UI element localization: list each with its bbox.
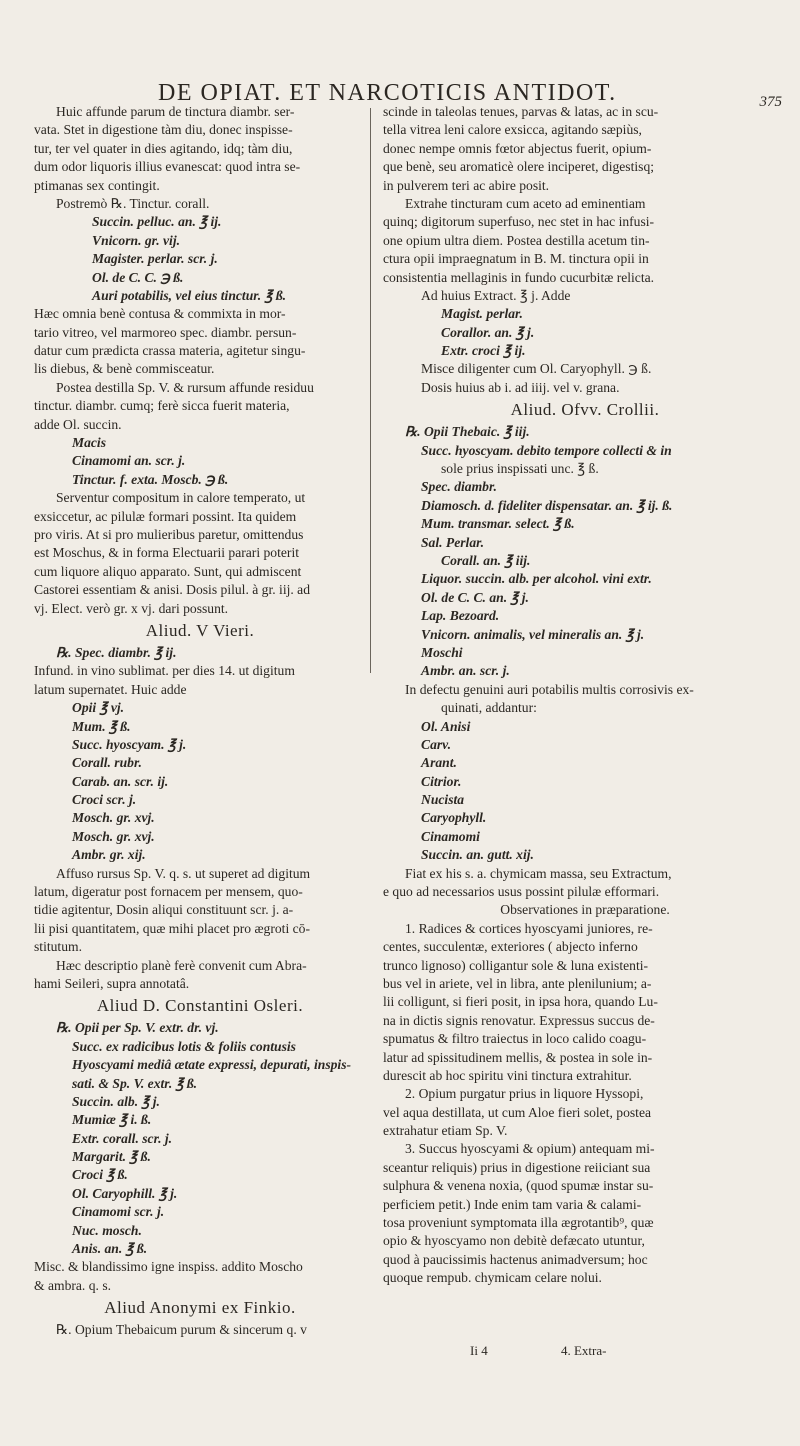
left-text-line: ℞. Spec. diambr. ℥ ij. (56, 644, 177, 660)
left-text-line: Anis. an. ℥ ß. (72, 1241, 148, 1257)
right-text-line: Corall. an. ℥ iij. (441, 552, 531, 568)
right-text-line: 1. Radices & cortices hyoscyami juniores, re- (405, 920, 653, 936)
left-text-line: & ambra. q. s. (34, 1277, 112, 1293)
right-text-line: Succ. hyoscyam. debito tempore collecti & in (421, 442, 672, 458)
left-text-line: Hæc descriptio planè ferè convenit cum Abra- (56, 957, 307, 973)
right-text-line: Arant. (421, 755, 457, 771)
left-text-line: Margarit. ℥ ß. (72, 1149, 151, 1165)
right-text-line: Lap. Bezoard. (421, 608, 500, 624)
right-text-line: consistentia mellaginis in fundo cucurbitæ relicta. (383, 269, 655, 285)
page-number: 375 (759, 94, 782, 110)
left-text-line: pro viris. At si pro mulieribus paretur, omittendus (34, 526, 304, 542)
right-text-line: Carv. (421, 736, 452, 752)
right-text-line: Ol. Anisi (421, 718, 471, 734)
right-text-line: quoque rempub. chymicam celare nolui. (383, 1270, 602, 1286)
left-text-line: Aliud D. Constantini Osleri. (96, 996, 304, 1016)
left-text-line: Hyoscyami mediâ ætate expressi, depurati, inspis- (72, 1057, 352, 1073)
left-text-line: datur cum prædicta crassa materia, agitetur singu- (34, 343, 306, 359)
left-text-line: ℞. Opium Thebaicum purum & sincerum q. v (56, 1322, 307, 1338)
right-text-line: Vnicorn. animalis, vel mineralis an. ℥ j. (421, 626, 645, 642)
left-text-line: Affuso rursus Sp. V. q. s. ut superet ad digitum (56, 865, 311, 881)
right-text-line: tosa proveniunt symptomata illa ægrotantib⁹, quæ (383, 1215, 654, 1231)
left-text-line: ℞. Opii per Sp. V. extr. dr. vj. (56, 1020, 219, 1036)
right-text-line: latur ad spissitudinem mellis, & postea in sole in- (383, 1049, 653, 1065)
left-text-line: vj. Elect. verò gr. x vj. dari possunt. (34, 600, 229, 616)
column-divider (370, 108, 371, 673)
left-text-line: Mosch. gr. xvj. (72, 828, 155, 844)
right-text-line: Extr. croci ℥ ij. (441, 343, 526, 359)
right-text-line: sulphura & venena noxia, (quod spumæ instar su- (383, 1178, 654, 1194)
left-text-line: hami Seileri, supra annotatâ. (34, 975, 190, 991)
right-text-line: Corallor. an. ℥ j. (441, 324, 535, 340)
right-text-line: Cinamomi (421, 828, 480, 844)
left-text-line: Macis (72, 435, 106, 451)
left-text-line: Cinamomi scr. j. (72, 1204, 165, 1220)
right-text-line: Liquor. succin. alb. per alcohol. vini extr. (421, 571, 652, 587)
right-text-line: Nucista (421, 792, 465, 808)
right-text-line: extrahatur etiam Sp. V. (383, 1123, 508, 1139)
left-text-line: est Moschus, & in forma Electuarii parari poterit (34, 545, 299, 561)
right-text-line: In defectu genuini auri potabilis multis corrosivis ex- (405, 681, 694, 697)
left-text-line: Extr. corall. scr. j. (72, 1130, 173, 1146)
right-text-line: donec nempe omnis fœtor abjectus fuerit, opium- (383, 140, 652, 156)
right-text-line: Mum. transmar. select. ℥ ß. (421, 516, 575, 532)
left-text-line: latum supernatet. Huic adde (34, 681, 187, 697)
left-text-line: Succin. pelluc. an. ℥ ij. (92, 214, 222, 230)
right-text-line: Diamosch. d. fideliter dispensatar. an. ℥ ij. ß. (421, 497, 673, 513)
left-text-line: Opii ℥ vj. (72, 700, 125, 716)
right-text-line: Sal. Perlar. (421, 534, 485, 550)
left-text-line: Postremò ℞. Tinctur. corall. (56, 195, 210, 211)
left-text-line: Tinctur. f. exta. Moscb. ℈ ß. (72, 471, 229, 487)
left-text-line: sati. & Sp. V. extr. ℥ ß. (72, 1075, 198, 1091)
left-text-line: Huic affunde parum de tinctura diambr. ser- (56, 104, 295, 119)
right-text-line: Aliud. Ofvv. Crollii. (510, 400, 660, 420)
right-text-line: in pulverem teri ac abire posit. (383, 177, 550, 193)
right-text-line: Observationes in præparatione. (500, 902, 670, 918)
right-text-line: Moschi (421, 644, 463, 660)
left-text-line: Infund. in vino sublimat. per dies 14. ut digitum (34, 663, 295, 679)
right-text-line: vel aqua destillata, ut cum Aloe fieri solet, postea (383, 1104, 652, 1120)
right-text-line: bus vel in ariete, vel in libra, ante plenilunium; a- (383, 975, 652, 991)
right-text-line: durescit ab hoc spiritu vini tinctura extrahitur. (383, 1067, 632, 1083)
right-text-line: 2. Opium purgatur prius in liquore Hyssopi, (405, 1086, 644, 1102)
right-text-line: Spec. diambr. (421, 479, 497, 495)
left-text-line: Mum. ℥ ß. (72, 718, 131, 734)
left-text-line: Corall. rubr. (72, 755, 142, 771)
right-text-line: perficiem petit.) Inde enim tam varia & calami- (383, 1196, 642, 1212)
right-text-line: lii colligunt, si fieri posit, in ipsa hora, quando Lu- (383, 994, 658, 1010)
left-text-line: adde Ol. succin. (34, 416, 122, 432)
left-text-line: Ambr. gr. xij. (72, 847, 146, 863)
left-text-line: Auri potabilis, vel eius tinctur. ℥ ß. (92, 287, 287, 303)
right-text-line: sceantur reliquis) prius in digestione reiiciant sua (383, 1159, 651, 1175)
right-text-line: quinati, addantur: (441, 700, 537, 716)
right-text-line: Ol. de C. C. an. ℥ j. (421, 589, 529, 605)
right-text-line: one opium ultra diem. Postea destilla acetum tin- (383, 232, 650, 248)
right-text-line: quod à paucissimis hactenus animadversum; hoc (383, 1251, 648, 1267)
right-text-line: e quo ad necessarios usus possint pilulæ efformari. (383, 884, 660, 900)
right-text-line: centes, succulentæ, exteriores ( abjecto inferno (383, 939, 638, 955)
right-text-line: sole prius inspissati unc. ℥ ß. (441, 461, 599, 477)
left-text-line: Castorei essentiam & anisi. Dosis pilul. à gr. iij. ad (34, 582, 310, 598)
page-footer (470, 1343, 676, 1359)
left-text-line: Ol. Caryophill. ℥ j. (72, 1185, 178, 1201)
running-title: DE OPIAT. ET NARCOTICIS ANTIDOT. (158, 80, 617, 106)
left-text-line: tinctur. diambr. cumq; ferè sicca fuerit materia, (34, 398, 290, 414)
right-text-line: Ad huius Extract. ℥ j. Adde (421, 287, 571, 303)
left-text-line: tidie agitentur, Dosin aliqui constituunt scr. j. a- (34, 902, 294, 918)
right-text-line: que benè, seu aromaticè olere inciperet, digestisq; (383, 159, 655, 175)
left-text-line: Succin. alb. ℥ j. (72, 1093, 160, 1109)
left-text-line: tur, ter vel quater in dies agitando, idq; tàm diu, (34, 140, 293, 156)
left-text-line: latum, digeratur post fornacem per mensem, quo- (34, 884, 303, 900)
right-text-line: Misce diligenter cum Ol. Caryophyll. ℈ ß. (421, 361, 652, 377)
left-text-line: ptimanas sex contingit. (34, 177, 160, 193)
signature-mark: Ii 4 (470, 1343, 488, 1358)
right-text-line: Extrahe tincturam cum aceto ad eminentiam (405, 195, 646, 211)
left-text-line: Postea destilla Sp. V. & rursum affunde residuu (56, 379, 314, 395)
left-text-line: vata. Stet in digestione tàm diu, donec inspisse- (34, 122, 293, 138)
left-text-line: Croci ℥ ß. (72, 1167, 128, 1183)
left-text-line: Carab. an. scr. ij. (72, 773, 169, 789)
left-text-line: lii pisi quantitatem, quæ mihi placet pro ægroti cō- (34, 920, 310, 936)
left-text-line: Nuc. mosch. (72, 1222, 142, 1238)
left-column (34, 103, 366, 1358)
catchword: 4. Extra- (560, 1343, 607, 1358)
left-text-line: Mumiæ ℥ i. ß. (72, 1112, 152, 1128)
left-text-line: Aliud Anonymi ex Finkio. (104, 1298, 296, 1318)
left-text-line: Misc. & blandissimo igne inspiss. addito Moscho (34, 1259, 303, 1275)
right-text-line: Magist. perlar. (441, 306, 523, 322)
left-text-line: exsiccetur, ac pilulæ formari possint. Ita quidem (34, 508, 297, 524)
right-text-line: scinde in taleolas tenues, parvas & latas, ac in scu- (383, 104, 659, 119)
left-text-line: lis diebus, & benè commisceatur. (34, 361, 215, 377)
right-text-line: Ambr. an. scr. j. (421, 663, 510, 679)
left-text-line: Aliud. V Vieri. (145, 620, 255, 640)
right-text-line: quinq; digitorum superfuso, nec stet in hac infusi- (383, 214, 655, 230)
right-text-line: tella vitrea leni calore exsicca, agitando sæpiùs, (383, 122, 642, 138)
left-text-line: Hæc omnia benè contusa & commixta in mor- (34, 306, 286, 322)
right-text-line: trunco lignoso) colligantur sole & luna existenti- (383, 957, 649, 973)
right-text-line: ctura opii impraegnatum in B. M. tinctura opii in (383, 251, 649, 267)
right-text-line: Dosis huius ab i. ad iiij. vel v. grana. (421, 379, 620, 395)
right-text-line: Succin. an. gutt. xij. (421, 847, 534, 863)
left-text-line: tario vitreo, vel marmoreo spec. diambr. persun- (34, 324, 297, 340)
left-text-line: Magister. perlar. scr. j. (92, 251, 218, 267)
right-text-line: ℞. Opii Thebaic. ℥ iij. (405, 424, 530, 440)
right-text-line: Citrior. (421, 773, 462, 789)
left-text-line: dum odor liquoris illius evanescat: quod intra se- (34, 159, 301, 175)
left-text-line: Serventur compositum in calore temperato, ut (56, 490, 306, 506)
right-text-line: na in dictis signis renovatur. Expressus succus de- (383, 1012, 655, 1028)
left-text-line: Ol. de C. C. ℈ ß. (92, 269, 184, 285)
left-text-line: Vnicorn. gr. vij. (92, 232, 181, 248)
left-text-line: Croci scr. j. (72, 792, 137, 808)
left-text-line: Mosch. gr. xvj. (72, 810, 155, 826)
left-text-line: Cinamomi an. scr. j. (72, 453, 186, 469)
right-text-line: Fiat ex his s. a. chymicam massa, seu Extractum, (405, 865, 672, 881)
left-text-line: Succ. ex radicibus lotis & foliis contusis (72, 1038, 296, 1054)
left-text-line: cum liquore aliquo apparato. Sunt, qui admiscent (34, 563, 302, 579)
right-column (383, 103, 787, 1338)
right-text-line: Caryophyll. (421, 810, 487, 826)
left-text-line: Succ. hyoscyam. ℥ j. (72, 736, 187, 752)
right-text-line: spumatus & filtro traiectus in loco calido coagu- (383, 1031, 647, 1047)
right-text-line: opio & hyoscyamo non debitè defæcato utuntur, (383, 1233, 645, 1249)
right-text-line: 3. Succus hyoscyami & opium) antequam mi- (405, 1141, 655, 1157)
left-text-line: stitutum. (34, 939, 82, 955)
